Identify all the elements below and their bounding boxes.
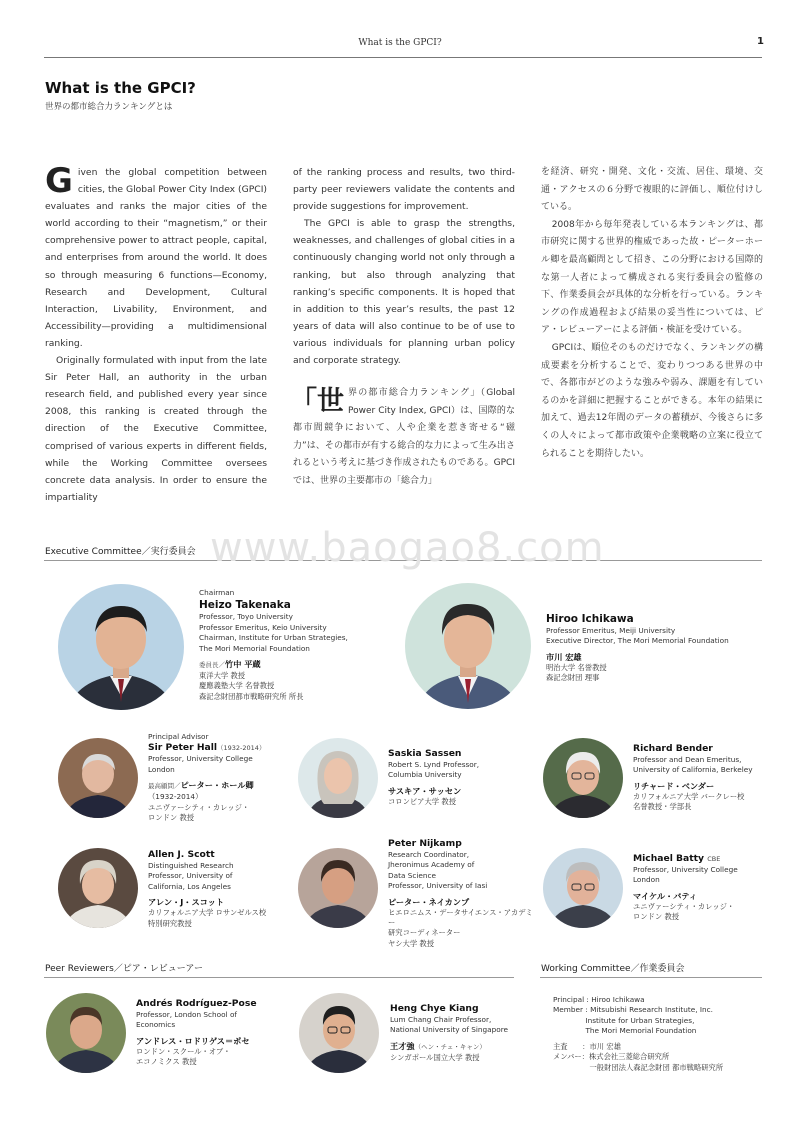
member-jp-name: ピーター・ホール卿 (180, 780, 254, 791)
working-committee-jp: 主査 ：市川 宏雄 メンバー：株式会社三菱総合研究所 一般財団法人森記念財団 都市戦略研究所 (553, 1042, 724, 1072)
member-name: Richard Bender (633, 743, 713, 754)
member-name: Saskia Sassen (388, 748, 462, 759)
member-nijkamp (388, 838, 538, 949)
intro-jp-paragraph-3: GPCIは、順位そのものだけでなく、ランキングの構成要素を分析することで、変わりつつある世界の中で、各都市がどのような強みや弱み、課題を有しているのかを詳細に把握することができる。本年の結果に加えて、過去12年間のデータの蓄積が、今後さらに多くの人々によって都市政策や企業戦略の立案に役立てられることを期待したい。 (541, 342, 763, 459)
intro-jp-paragraph-2: 2008年から毎年発表している本ランキングは、都市研究に関する世界的権威であった故・ピーターホール卿を最高顧問として招き、この分野における国際的な第一人者によって構成される実行委員会の監修の下、作業委員会が具体的な分析を行っている。ランキングの作成過程および結果の妥当性については、ピア・レビューアーによる評価・検証を受けている。 (541, 219, 763, 336)
member-jp-name: アレン・J・スコット (148, 897, 225, 908)
member-jp-details: ロンドン・スクール・オブ・ エコノミクス 教授 (136, 1046, 231, 1067)
page-number: 1 (757, 36, 764, 47)
dropcap: G (45, 161, 73, 201)
member-name: Sir Peter Hall (148, 742, 218, 754)
peer-reviewers-rule (44, 977, 514, 978)
member-details: Professor, Toyo University Professor Emeritus, Keio University Chairman, Institute for Urban Strategies, The Mori Memorial Foundation (199, 612, 348, 653)
member-details: Robert S. Lynd Professor, Columbia University (388, 760, 480, 780)
portrait-bender (543, 738, 623, 818)
member-jp-details: カリフォルニア大学 バークレー校 名誉教授・学部長 (633, 791, 745, 812)
member-jp-details: （1932-2014） ユニヴァーシティ・カレッジ・ ロンドン 教授 (148, 792, 250, 823)
jp-role-label: 最高顧問／ (148, 782, 181, 791)
member-kiang (390, 1003, 540, 1063)
executive-committee-heading: Executive Committee／実行委員会 (45, 547, 196, 557)
portrait-ichikawa (405, 583, 531, 709)
page-title: What is the GPCI? (45, 79, 196, 97)
member-jp-name: リチャード・ベンダー (633, 780, 715, 791)
member-rodriguez (136, 998, 296, 1068)
member-details: Professor, London School of Economics (136, 1010, 237, 1030)
peer-reviewers-heading: Peer Reviewers／ピア・レビューアー (45, 964, 204, 974)
portrait-rodriguez (46, 993, 126, 1073)
member-jp-details: 東洋大学 教授 慶應義塾大学 名誉教授 森記念財団都市戦略研究所 所長 (199, 671, 304, 701)
role-label: Principal Advisor (148, 732, 209, 741)
page-subtitle: 世界の都市総合力ランキングとは (45, 102, 173, 112)
intro-jp-block (290, 385, 515, 491)
member-hall (148, 732, 298, 823)
portrait-kiang (299, 993, 379, 1073)
portrait-sassen (298, 738, 378, 818)
member-scott (148, 849, 298, 929)
member-jp-name: 市川 宏雄 (546, 651, 582, 662)
member-takenaka (199, 588, 389, 702)
member-details: Lum Chang Chair Professor, National University of Singapore (390, 1015, 509, 1035)
member-ichikawa (546, 612, 761, 684)
member-name: Heizo Takenaka (199, 599, 291, 612)
working-committee-rule (540, 977, 762, 978)
intro-jp-paragraph-1-cont: を経済、研究・開発、文化・交流、居住、環境、交通・アクセスの６分野で複眼的に評価し、順位付けしている。 (541, 167, 763, 213)
member-batty (633, 853, 768, 923)
member-sassen (388, 748, 528, 807)
member-jp-name: ピーター・ネイカンプ (388, 896, 470, 907)
intro-paragraph-2-cont: of the ranking process and results, two third-party peer reviewers validate the contents and provide suggestions for improvement. (293, 167, 515, 213)
member-jp-name-line (390, 1040, 540, 1053)
member-details: Professor and Dean Emeritus, University of California, Berkeley (633, 755, 753, 775)
running-title: What is the GPCI? (358, 38, 442, 48)
intro-column-2 (293, 164, 515, 369)
intro-paragraph-3: The GPCI is able to grasp the strengths, weaknesses, and challenges of global cities in a continuously changing world not only through a ranking, but also through analyzing that ranking’s specific components. It is hoped that in addition to this year’s results, the past 12 years of data will also continue to be of use to various individuals for planning urban policy and corporate strategy. (293, 218, 515, 367)
intro-column-1 (45, 161, 267, 506)
member-details: Distinguished Research Professor, University of California, Los Angeles (148, 861, 234, 891)
member-bender (633, 743, 768, 813)
portrait-hall (58, 738, 138, 818)
member-jp-name: アンドレス・ロドリゲス＝ポセ (136, 1035, 250, 1046)
member-jp-name: 竹中 平蔵 (225, 659, 261, 670)
member-details: Professor Emeritus, Meiji University Executive Director, The Mori Memorial Foundation (546, 626, 729, 646)
member-name: Heng Chye Kiang (390, 1003, 479, 1014)
intro-jp-paragraph-1: 界の都市総合力ランキング」（Global Power City Index, GPCI）は、国際的な都市間競争において、人や企業を惹き寄せる“磁力”は、その都市が有する総合的な力によって生み出されるという考えに基づき作成されたものである。GPCIでは、世界の主要都市の「総合力」 (293, 388, 515, 486)
portrait-scott (58, 848, 138, 928)
member-years: （1932-2014） (217, 744, 266, 753)
portrait-batty (543, 848, 623, 928)
member-suffix: CBE (707, 855, 721, 863)
jp-role-label: 委員長／ (199, 661, 225, 670)
watermark: www.baogao8.com (210, 525, 605, 571)
intro-paragraph-1 (45, 161, 267, 352)
member-jp-details: ユニヴァーシティ・カレッジ・ ロンドン 教授 (633, 901, 735, 922)
member-jp-name: サスキア・サッセン (388, 785, 462, 796)
member-name: Allen J. Scott (148, 849, 215, 860)
member-jp-reading: （ヘン・チェ・キャン） (414, 1042, 486, 1051)
working-committee-heading: Working Committee／作業委員会 (541, 964, 685, 974)
portrait-takenaka (58, 584, 184, 710)
member-name: Peter Nijkamp (388, 838, 462, 849)
member-jp-name: マイケル・バティ (633, 890, 698, 901)
member-jp-details: シンガポール国立大学 教授 (390, 1052, 480, 1062)
member-jp-details: コロンビア大学 教授 (388, 796, 456, 806)
intro-paragraph-1-text: iven the global competition between cities, the Global Power City Index (GPCI) evaluates and ranks the major cities of the world according to their “magnetism,” or their comprehensive power to attract people, capital, and enterprises from around the world. It does so through measuring 6 functions—Economy, Research and Development, Cultural Interaction, Livability, Environment, and Accessibility—providing a multidimensional ranking. (45, 167, 267, 349)
member-jp-details: 明治大学 名誉教授 森記念財団 理事 (546, 662, 607, 683)
role-label: Chairman (199, 588, 235, 597)
member-details: Research Coordinator, Jheronimus Academy of Data Science Professor, University of Iasi (388, 850, 488, 891)
member-name-line (148, 742, 298, 754)
member-name: Hiroo Ichikawa (546, 613, 634, 625)
intro-paragraph-2: Originally formulated with input from the late Sir Peter Hall, an authority in the urban research field, and published every year since 2008, this ranking is created through the direction of the Executive Committee, comprised of various experts in different fields, while the Working Committee oversees concrete data analysis. In order to ensure the impartiality (45, 355, 267, 503)
member-jp-details: ヒエロニムス・データサイエンス・アカデミー 研究コーディネーター ヤシ大学 教授 (388, 907, 533, 948)
member-details: Professor, University College London (633, 865, 738, 885)
member-jp-name-line (199, 658, 389, 671)
member-details: Professor, University College London (148, 754, 253, 774)
member-jp-name: 王才強 (390, 1040, 415, 1051)
member-name: Michael Batty (633, 853, 705, 864)
member-name-line (633, 853, 768, 865)
header-rule (44, 57, 762, 58)
member-jp-name-line (148, 779, 298, 792)
jp-dropcap: 「世 (290, 386, 344, 417)
portrait-nijkamp (298, 848, 378, 928)
working-committee-en: Principal : Hiroo Ichikawa Member : Mitsubishi Research Institute, Inc. Institute for Urban Strategies, The Mori Memorial Foundation (553, 995, 713, 1036)
intro-column-3 (541, 164, 763, 463)
member-name: Andrés Rodríguez-Pose (136, 998, 257, 1009)
member-jp-details: カリフォルニア大学 ロサンゼルス校 特別研究教授 (148, 908, 267, 928)
